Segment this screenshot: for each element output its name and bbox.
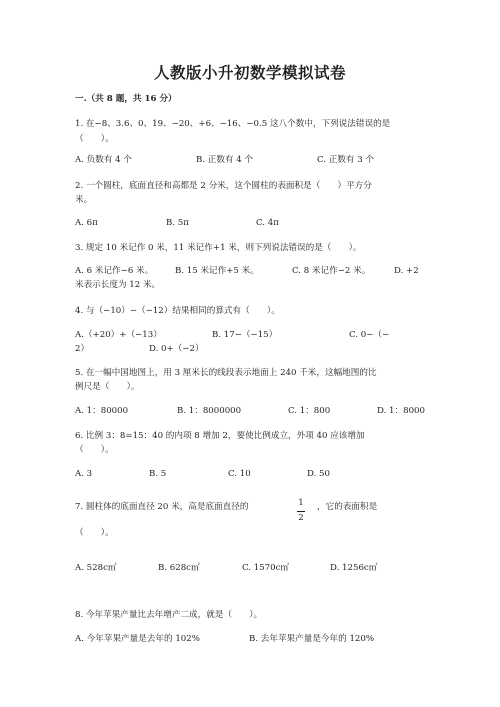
question-4-stem: 4. 与（−10）−（−12）结果相同的算式有（ ）。 bbox=[75, 306, 280, 316]
question-8-stem: 8. 今年苹果产量比去年增产二成，就是（ ）。 bbox=[75, 610, 263, 620]
question-3-option-a: A. 6 米记作−6 米。 bbox=[75, 266, 154, 276]
question-5-option-d: D. 1：8000 bbox=[377, 406, 425, 416]
fraction-one-half bbox=[297, 498, 305, 524]
question-5-stem: 5. 在一幅中国地图上，用 3 厘米长的线段表示地面上 240 千米，这幅地图的比 bbox=[75, 368, 377, 378]
question-7-option-a: A. 528c㎡ bbox=[75, 563, 117, 573]
question-3-option-b: B. 15 米记作+5 米。 bbox=[175, 266, 259, 276]
question-7-stem-tail: ，它的表面积是 bbox=[317, 502, 378, 512]
question-6-stem: 6. 比例 3：8=15：40 的内项 8 增加 2，要使比例成立，外项 40 应该增加 bbox=[75, 431, 365, 441]
question-4-option-c: C. 0−（− bbox=[349, 330, 390, 340]
question-8-option-b: B. 去年苹果产量是今年的 120% bbox=[249, 634, 375, 644]
question-1-stem: 1. 在−8、3.6、0、19、−20、+6、−16、−0.5 这八个数中，下列说法错误的是 bbox=[75, 119, 391, 129]
question-4-option-d: D. 0+（−2） bbox=[149, 344, 204, 354]
question-4-option-b: B. 17−（−15） bbox=[212, 330, 278, 340]
section-heading: 一.（共 8 题，共 16 分） bbox=[75, 94, 177, 104]
fraction-bar bbox=[297, 511, 305, 512]
question-2-stem-cont: 米。 bbox=[75, 195, 93, 205]
question-3-option-d-cont: 米表示长度为 12 米。 bbox=[75, 280, 161, 290]
question-7-stem-cont: （ ）。 bbox=[75, 528, 114, 538]
question-4-option-c-cont: 2） bbox=[75, 344, 90, 354]
question-2-option-b: B. 5π bbox=[166, 218, 189, 228]
question-3-option-c: C. 8 米记作−2 米。 bbox=[292, 266, 371, 276]
question-2-stem: 2. 一个圆柱，底面直径和高都是 2 分米，这个圆柱的表面积是（ ）平方分 bbox=[75, 181, 372, 191]
question-2-option-c: C. 4π bbox=[256, 218, 279, 228]
question-1-option-b: B. 正数有 4 个 bbox=[196, 155, 254, 165]
question-7-option-c: C. 1570c㎡ bbox=[242, 563, 290, 573]
question-5-option-a: A. 1：80000 bbox=[75, 406, 129, 416]
question-6-option-d: D. 50 bbox=[307, 469, 330, 479]
fraction-denominator: 2 bbox=[298, 513, 304, 523]
page-title: 人教版小升初数学模拟试卷 bbox=[153, 63, 346, 82]
question-7-option-b: B. 628c㎡ bbox=[158, 563, 200, 573]
question-2-option-a: A. 6π bbox=[75, 218, 98, 228]
question-1-stem-cont: （ ）。 bbox=[75, 134, 114, 144]
question-3-option-d: D. +2 bbox=[394, 266, 419, 276]
question-5-option-c: C. 1：800 bbox=[288, 406, 331, 416]
question-7-option-d: D. 1256c㎡ bbox=[330, 563, 378, 573]
question-4-option-a: A.（+20）+（−13） bbox=[75, 330, 162, 340]
question-8-option-a: A. 今年苹果产量是去年的 102% bbox=[75, 634, 200, 644]
question-1-option-a: A. 负数有 4 个 bbox=[75, 155, 132, 165]
question-6-option-c: C. 10 bbox=[228, 469, 251, 479]
fraction-numerator: 1 bbox=[298, 498, 304, 508]
question-6-option-b: B. 5 bbox=[149, 469, 167, 479]
question-5-option-b: B. 1：8000000 bbox=[177, 406, 242, 416]
question-5-stem-cont: 例尺是（ ）。 bbox=[75, 382, 140, 392]
question-6-stem-cont: （ ）。 bbox=[75, 445, 114, 455]
question-6-option-a: A. 3 bbox=[75, 469, 93, 479]
question-1-option-c: C. 正数有 3 个 bbox=[317, 155, 375, 165]
question-7-stem: 7. 圆柱体的底面直径 20 米，高是底面直径的 bbox=[75, 502, 249, 512]
question-3-stem: 3. 规定 10 米记作 0 米，11 米记作+1 米，则下列说法错误的是（ ）。 bbox=[75, 243, 362, 253]
